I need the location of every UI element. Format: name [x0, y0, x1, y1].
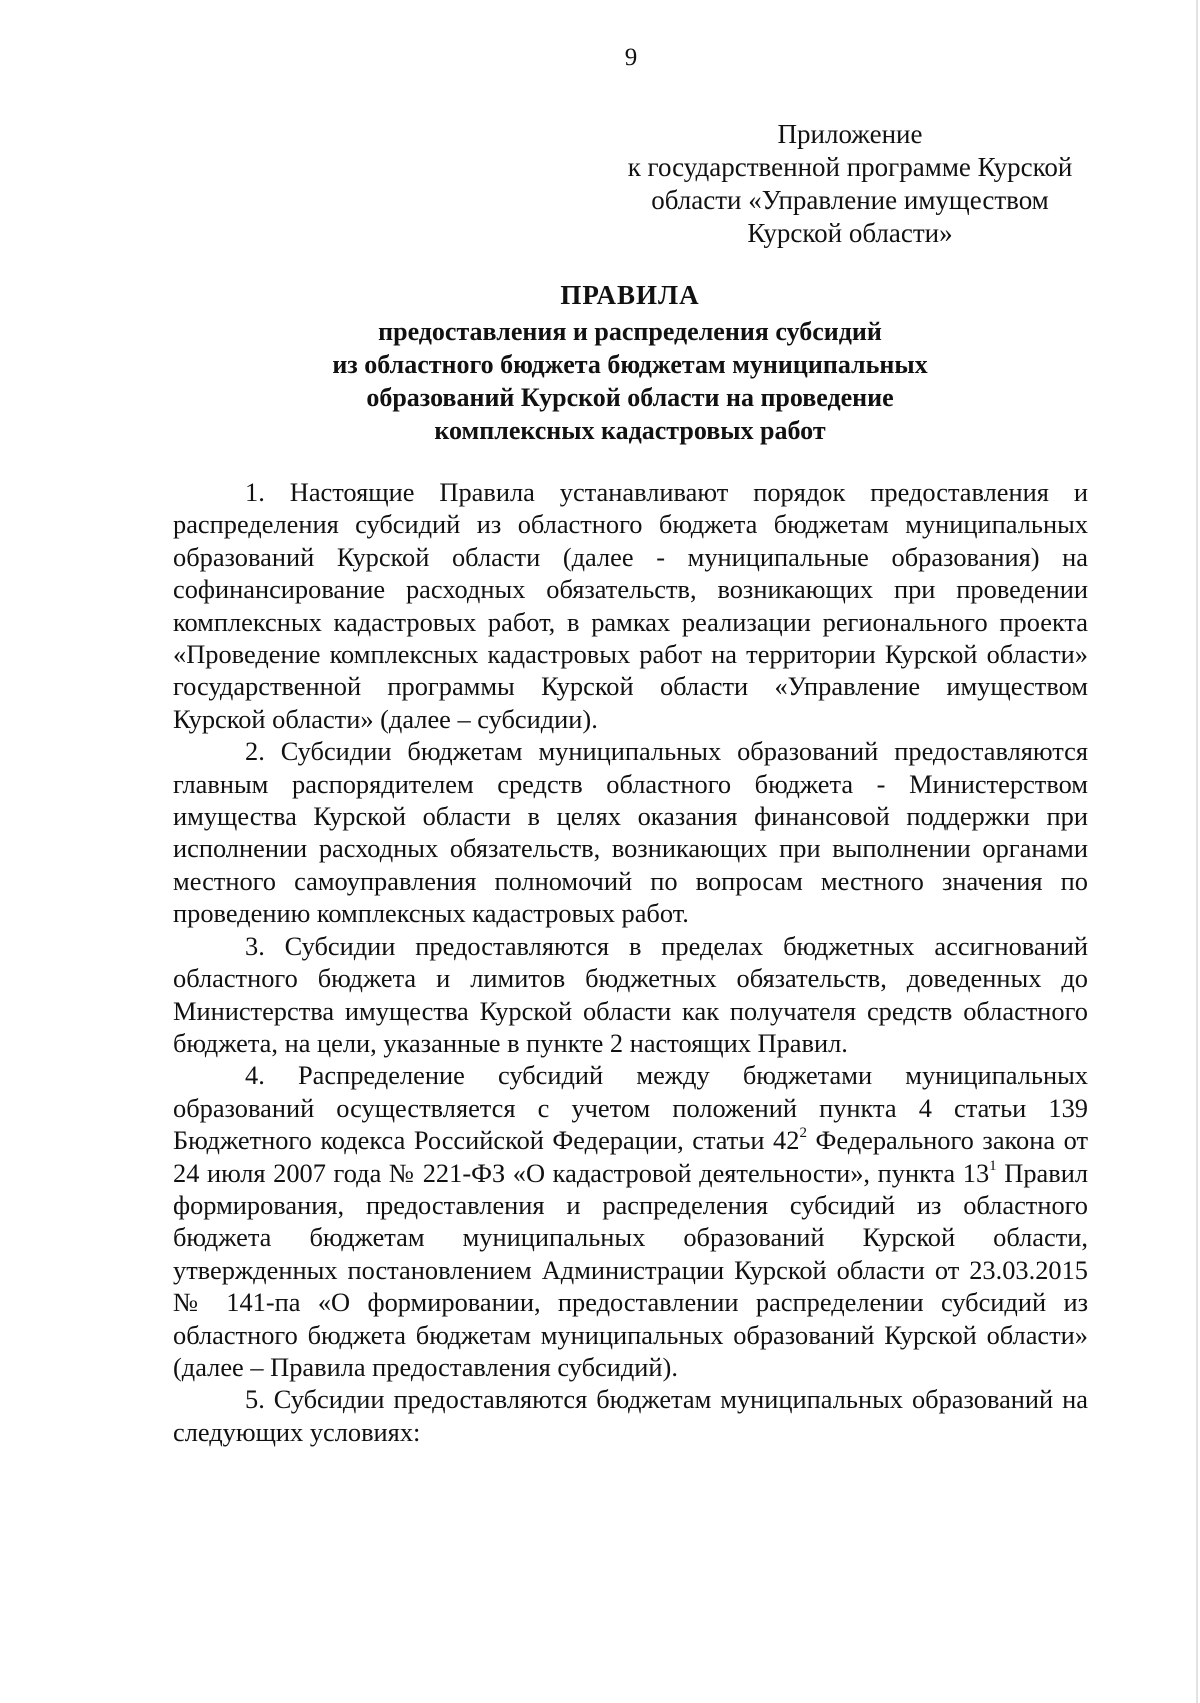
paragraph-4-part-2: Федерального закона от 24 июля 2007 года № 221-ФЗ «О кадастровой деятельности», пункта 13 [173, 1125, 1088, 1188]
paragraph-4-part-1: 4. Распределение субсидий между бюджетами муниципальных образований осуществляется с учетом положений пункта 4 статьи 139 Бюджетного кодекса Российской Федерации, статьи 42 [173, 1060, 1088, 1156]
appendix-line-4: Курской области» [747, 218, 953, 248]
paragraph-5: 5. Субсидии предоставляются бюджетам муниципальных образований на следующих условиях: [173, 1384, 1088, 1447]
title-main: ПРАВИЛА [560, 280, 700, 310]
appendix-line-2: к государственной программе Курской [627, 152, 1073, 182]
title-line-3: образований Курской области на проведение [366, 383, 894, 412]
document-body [173, 476, 1088, 1448]
appendix-line-3: области «Управление имуществом [651, 185, 1049, 215]
document-title [170, 278, 1090, 447]
paragraph-2: 2. Субсидии бюджетам муниципальных образований предоставляются главным распорядителем средств областного бюджета - Министерством имущества Курской области в целях оказания финансовой поддержки при исполнении расходных обязательств, возникающих при выполнении органами местного самоуправления полномочий по вопросам местного значения по проведению комплексных кадастровых работ. [173, 736, 1088, 929]
appendix-header [600, 118, 1100, 250]
title-line-1: предоставления и распределения субсидий [378, 317, 882, 346]
title-line-2: из областного бюджета бюджетам муниципальных [332, 350, 928, 379]
page-number: 9 [624, 44, 638, 71]
paragraph-4-part-3: Правил формирования, предоставления и распределения субсидий из областного бюджета бюджетам муниципальных образований Курской области, утвержденных постановлением Администрации Курской области от 23.03.2015 № 141-па «О формировании, предоставлении распределении субсидий из областного бюджета бюджетам муниципальных образований Курской области» (далее – Правила предоставления субсидий). [173, 1157, 1088, 1382]
superscript-1: 1 [989, 1157, 997, 1174]
appendix-line-1: Приложение [777, 119, 923, 149]
paragraph-1: 1. Настоящие Правила устанавливают порядок предоставления и распределения субсидий из областного бюджета бюджетам муниципальных образований Курской области (далее - муниципальные образования) на софинансирование расходных обязательств, возникающих при проведении комплексных кадастровых работ, в рамках реализации регионального проекта «Проведение комплексных кадастровых работ на территории Курской области» государственной программы Курской области «Управление имуществом Курской области» (далее – субсидии). [173, 477, 1088, 734]
paragraph-3: 3. Субсидии предоставляются в пределах бюджетных ассигнований областного бюджета и лимитов бюджетных обязательств, доведенных до Министерства имущества Курской области как получателя средств областного бюджета, на цели, указанные в пункте 2 настоящих Правил. [173, 930, 1088, 1058]
paragraph-4 [173, 1059, 1088, 1383]
superscript-2: 2 [799, 1125, 807, 1142]
title-line-4: комплексных кадастровых работ [434, 416, 826, 445]
scan-edge-line [1196, 0, 1198, 1703]
